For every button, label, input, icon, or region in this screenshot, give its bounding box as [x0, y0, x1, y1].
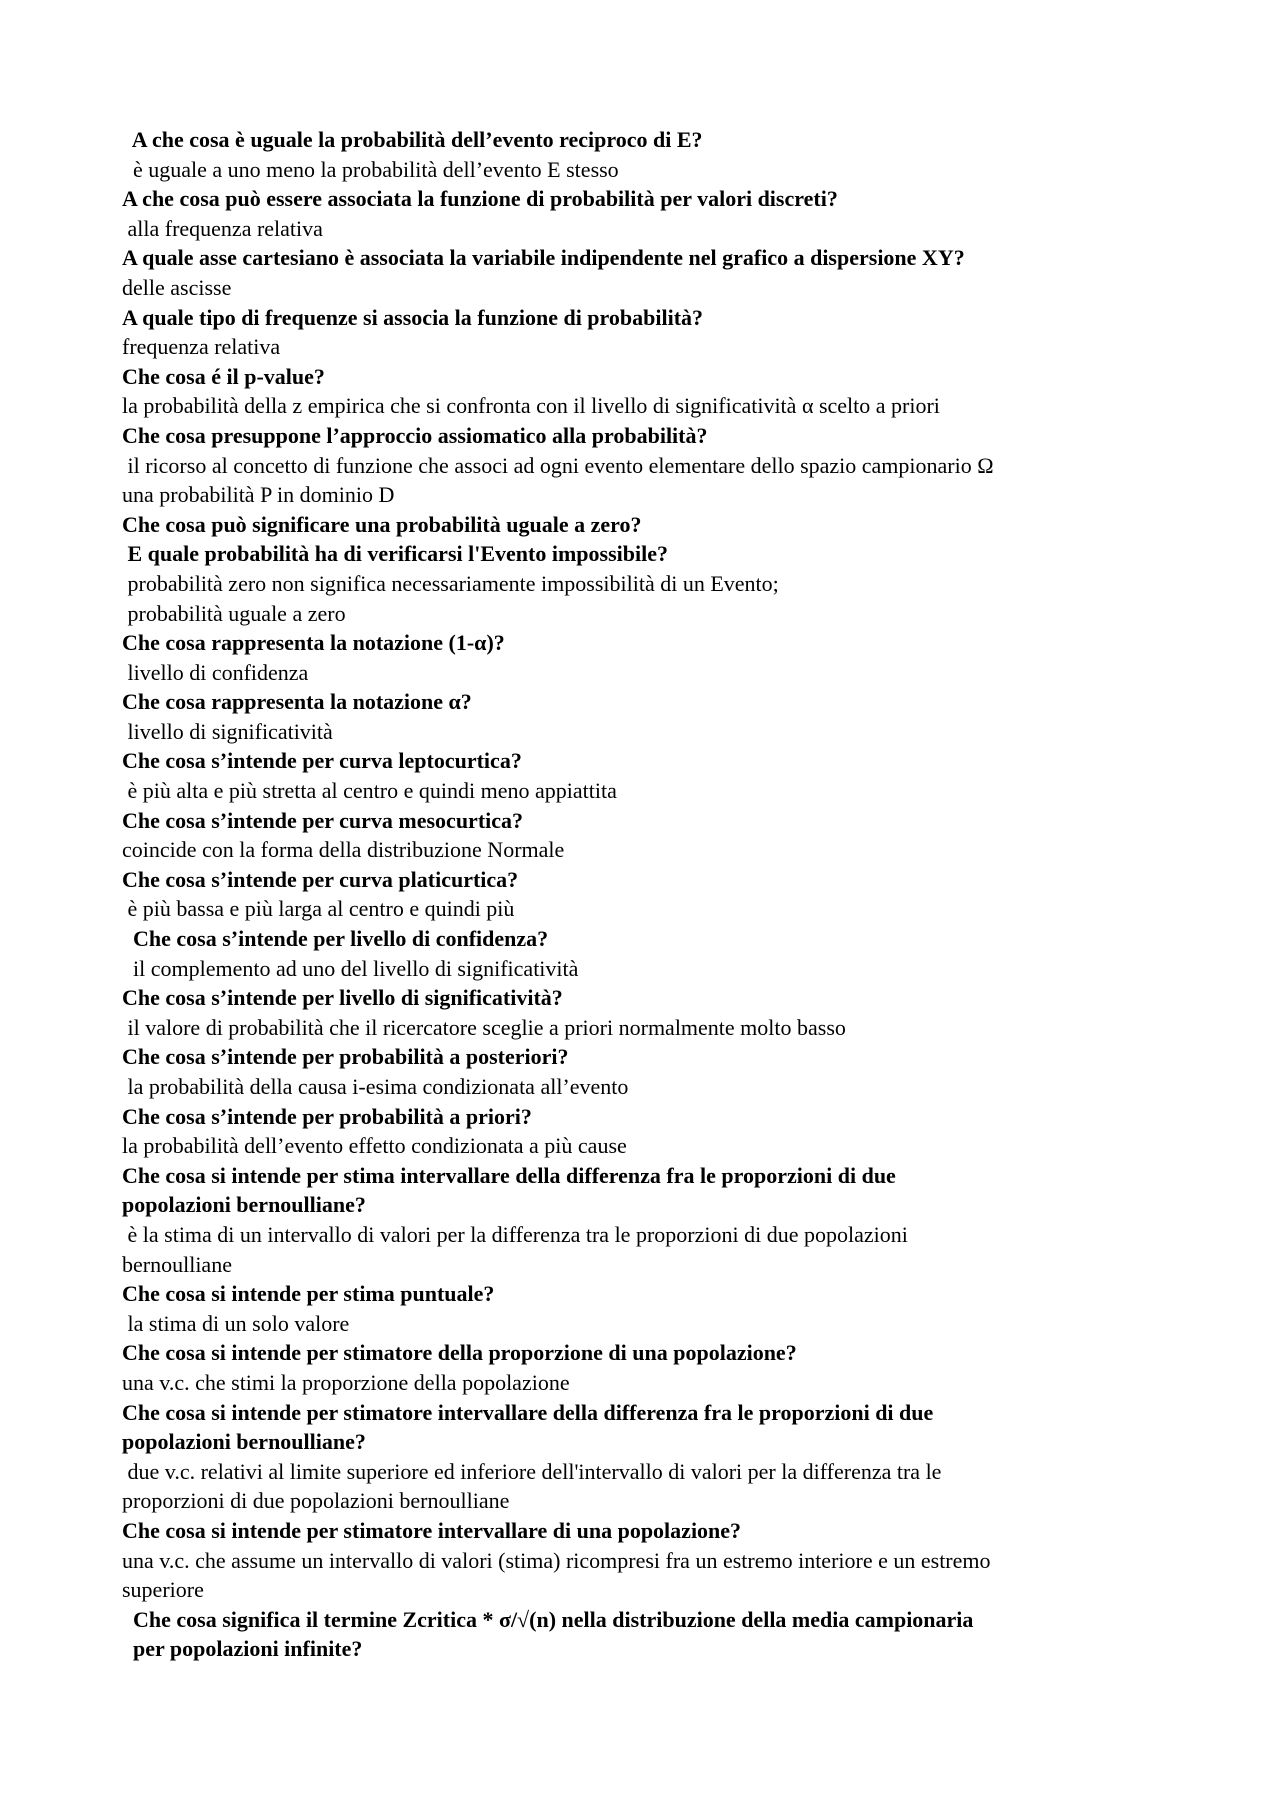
question-line: A quale asse cartesiano è associata la variabile indipendente nel grafico a dispersione XY? — [122, 245, 965, 271]
answer-line: due v.c. relativi al limite superiore ed inferiore dell'intervallo di valori per la differenza tra le — [122, 1458, 942, 1484]
question-line: Che cosa si intende per stimatore intervallare di una popolazione? — [122, 1517, 742, 1543]
answer-line: una v.c. che assume un intervallo di valori (stima) ricompresi fra un estremo interiore e un estremo — [122, 1547, 991, 1573]
question-line: popolazioni bernoulliane? — [122, 1429, 366, 1455]
answer-line: una v.c. che stimi la proporzione della popolazione — [122, 1369, 570, 1395]
question-line: Che cosa si intende per stimatore intervallare della differenza fra le proporzioni di due — [122, 1399, 934, 1425]
answer-line: il complemento ad uno del livello di significatività — [122, 955, 579, 981]
answer-line: probabilità uguale a zero — [122, 600, 346, 626]
question-line: popolazioni bernoulliane? — [122, 1192, 366, 1218]
answer-line: bernoulliane — [122, 1251, 232, 1277]
question-line: per popolazioni infinite? — [122, 1636, 363, 1662]
answer-line: livello di significatività — [122, 718, 333, 744]
answer-line: alla frequenza relativa — [122, 215, 323, 241]
question-line: Che cosa s’intende per curva mesocurtica? — [122, 807, 524, 833]
answer-line: una probabilità P in dominio D — [122, 482, 395, 508]
question-line: Che cosa s’intende per probabilità a priori? — [122, 1103, 532, 1129]
question-line: Che cosa rappresenta la notazione (1-α)? — [122, 630, 505, 656]
answer-line: proporzioni di due popolazioni bernoulliane — [122, 1488, 510, 1514]
question-line: Che cosa significa il termine Zcritica * σ/√(n) nella distribuzione della media campionaria — [122, 1606, 974, 1632]
answer-line: la probabilità della z empirica che si confronta con il livello di significatività α scelto a priori — [122, 393, 940, 419]
answer-line: la probabilità della causa i-esima condizionata all’evento — [122, 1074, 629, 1099]
question-line: Che cosa s’intende per livello di confidenza? — [122, 926, 549, 952]
question-line: Che cosa si intende per stimatore della proporzione di una popolazione? — [122, 1340, 797, 1366]
answer-line: delle ascisse — [122, 274, 232, 300]
answer-line: livello di confidenza — [122, 659, 309, 685]
answer-line: superiore — [122, 1577, 204, 1603]
question-line: Che cosa s’intende per probabilità a posteriori? — [122, 1044, 569, 1070]
answer-line: è più alta e più stretta al centro e quindi meno appiattita — [122, 778, 617, 804]
qa-text-body — [122, 125, 1182, 1664]
question-line: Che cosa può significare una probabilità uguale a zero? — [122, 511, 642, 537]
question-line: Che cosa rappresenta la notazione α? — [122, 689, 472, 715]
answer-line: il ricorso al concetto di funzione che associ ad ogni evento elementare dello spazio campionario Ω — [122, 452, 994, 478]
question-line: Che cosa é il p-value? — [122, 363, 325, 389]
answer-line: frequenza relativa — [122, 334, 281, 360]
answer-line: è più bassa e più larga al centro e quindi più — [122, 896, 515, 922]
question-line: Che cosa si intende per stima puntuale? — [122, 1281, 495, 1307]
answer-line: è la stima di un intervallo di valori per la differenza tra le proporzioni di due popolazioni — [122, 1221, 908, 1247]
question-line: Che cosa s’intende per livello di significatività? — [122, 985, 563, 1011]
question-line: Che cosa s’intende per curva leptocurtica? — [122, 748, 522, 774]
question-line: A quale tipo di frequenze si associa la funzione di probabilità? — [122, 304, 704, 330]
answer-line: probabilità zero non significa necessariamente impossibilità di un Evento; — [122, 570, 779, 596]
question-line: Che cosa presuppone l’approccio assiomatico alla probabilità? — [122, 422, 708, 448]
answer-line: la probabilità dell’evento effetto condizionata a più cause — [122, 1133, 627, 1159]
question-line: A che cosa è uguale la probabilità dell’evento reciproco di E? — [122, 127, 703, 152]
question-line: A che cosa può essere associata la funzione di probabilità per valori discreti? — [122, 186, 838, 212]
answer-line: è uguale a uno meno la probabilità dell’evento E stesso — [122, 156, 619, 182]
answer-line: la stima di un solo valore — [122, 1310, 350, 1336]
answer-line: il valore di probabilità che il ricercatore sceglie a priori normalmente molto basso — [122, 1014, 846, 1040]
answer-line: coincide con la forma della distribuzione Normale — [122, 837, 565, 863]
question-line: Che cosa s’intende per curva platicurtica? — [122, 866, 519, 892]
question-line: E quale probabilità ha di verificarsi l'Evento impossibile? — [122, 541, 668, 567]
question-line: Che cosa si intende per stima intervallare della differenza fra le proporzioni di due — [122, 1162, 896, 1188]
